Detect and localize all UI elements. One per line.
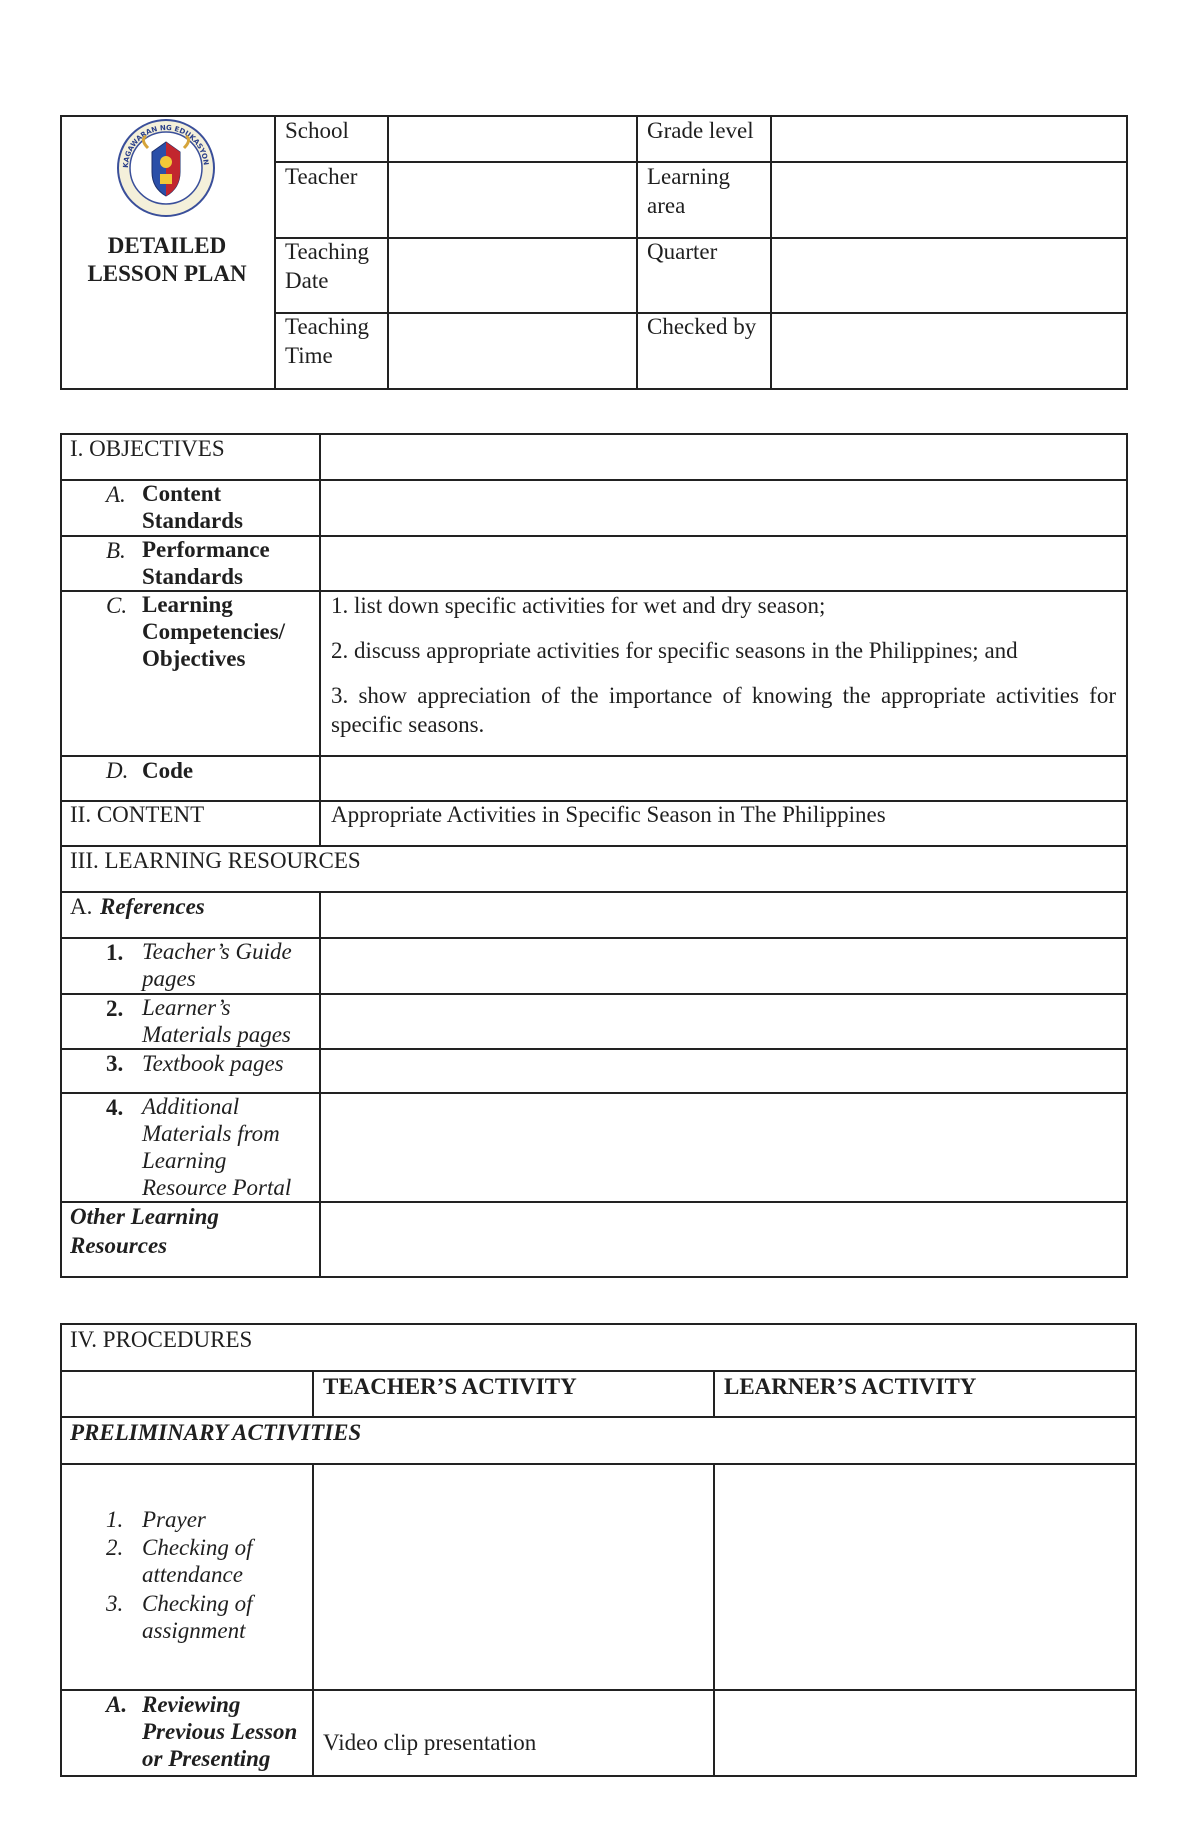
- teachers-activity-column-header: TEACHER’S ACTIVITY: [323, 1374, 577, 1399]
- page-title-line2: LESSON PLAN: [87, 261, 247, 286]
- preliminary-item-1-number: 1.: [106, 1507, 124, 1532]
- additional-materials-label-line1: Additional: [142, 1094, 240, 1119]
- deped-seal-logo: [116, 118, 216, 218]
- procedures-heading: IV. PROCEDURES: [70, 1327, 253, 1352]
- teacher-label: Teacher: [285, 164, 358, 189]
- other-learning-resources-label-line1: Other Learning: [70, 1204, 219, 1229]
- learners-materials-pages-label-line1: Learner’s: [142, 995, 231, 1020]
- objective-a-letter: A.: [106, 482, 126, 507]
- preliminary-activities-heading: PRELIMINARY ACTIVITIES: [70, 1420, 362, 1445]
- checking-assignment-label-line2: assignment: [142, 1618, 246, 1643]
- performance-standards-label-line1: Performance: [142, 537, 270, 562]
- preliminary-item-2-number: 2.: [106, 1535, 124, 1560]
- teachers-guide-pages-label-line1: Teacher’s Guide: [142, 939, 292, 964]
- page-title-line1: DETAILED: [107, 233, 227, 258]
- learning-area-label-line1: Learning: [647, 164, 731, 189]
- school-label: School: [285, 118, 349, 143]
- teaching-time-label-line2: Time: [285, 343, 333, 368]
- content-standards-label-line1: Content: [142, 481, 222, 506]
- competency-item-3: 3. show appreciation of the importance of knowing the appropriate activities for specific seasons.: [331, 683, 1116, 737]
- references-label: References: [100, 894, 205, 919]
- reference-3-number: 3.: [106, 1051, 124, 1076]
- checked-by-label: Checked by: [647, 314, 757, 339]
- references-prefix: A.: [70, 894, 93, 919]
- checking-attendance-label-line1: Checking of: [142, 1535, 253, 1560]
- content-value: Appropriate Activities in Specific Season in The Philippines: [331, 802, 886, 827]
- prayer-label: Prayer: [142, 1507, 206, 1532]
- grade-level-label: Grade level: [647, 118, 754, 143]
- reviewing-previous-lesson-label-line3: or Presenting: [142, 1746, 271, 1771]
- learners-activity-column-header: LEARNER’S ACTIVITY: [724, 1374, 977, 1399]
- learning-area-label-line2: area: [647, 193, 686, 218]
- preliminary-item-3-number: 3.: [106, 1591, 124, 1616]
- reference-4-number: 4.: [106, 1095, 124, 1120]
- reference-2-number: 2.: [106, 996, 124, 1021]
- other-learning-resources-label-line2: Resources: [70, 1233, 168, 1258]
- learning-resources-heading: III. LEARNING RESOURCES: [70, 848, 361, 873]
- reference-1-number: 1.: [106, 940, 124, 965]
- teaching-time-label-line1: Teaching: [285, 314, 369, 339]
- reviewing-previous-lesson-label-line1: Reviewing: [142, 1692, 241, 1717]
- svg-text:KAGAWARAN NG EDUKASYON · REPUB: KAGAWARAN NG EDUKASYON: [121, 123, 210, 169]
- teaching-date-label-line2: Date: [285, 268, 329, 293]
- quarter-label: Quarter: [647, 239, 718, 264]
- objective-b-letter: B.: [106, 538, 126, 563]
- content-heading: II. CONTENT: [70, 802, 205, 827]
- performance-standards-label-line2: Standards: [142, 564, 243, 589]
- checking-attendance-label-line2: attendance: [142, 1562, 243, 1587]
- additional-materials-label-line4: Resource Portal: [142, 1175, 292, 1200]
- textbook-pages-label: Textbook pages: [142, 1051, 284, 1076]
- learning-competencies-label-line1: Learning: [142, 592, 233, 617]
- additional-materials-label-line2: Materials from: [142, 1121, 280, 1146]
- teachers-guide-pages-label-line2: pages: [142, 966, 196, 991]
- competency-item-2: 2. discuss appropriate activities for specific seasons in the Philippines; and: [331, 638, 1018, 663]
- checking-assignment-label-line1: Checking of: [142, 1591, 253, 1616]
- reviewing-previous-lesson-label-line2: Previous Lesson: [142, 1719, 298, 1744]
- learners-materials-pages-label-line2: Materials pages: [142, 1022, 291, 1047]
- code-label: Code: [142, 758, 194, 783]
- teaching-date-label-line1: Teaching: [285, 239, 369, 264]
- objectives-heading: I. OBJECTIVES: [70, 436, 225, 461]
- additional-materials-label-line3: Learning: [142, 1148, 227, 1173]
- video-clip-presentation-text: Video clip presentation: [323, 1730, 537, 1755]
- learning-competencies-label-line2: Competencies/: [142, 619, 286, 644]
- procedure-a-letter: A.: [106, 1692, 128, 1717]
- learning-competencies-label-line3: Objectives: [142, 646, 246, 671]
- content-standards-label-line2: Standards: [142, 508, 243, 533]
- objective-d-letter: D.: [106, 758, 129, 783]
- objective-c-letter: C.: [106, 593, 128, 618]
- competency-item-1: 1. list down specific activities for wet and dry season;: [331, 593, 826, 618]
